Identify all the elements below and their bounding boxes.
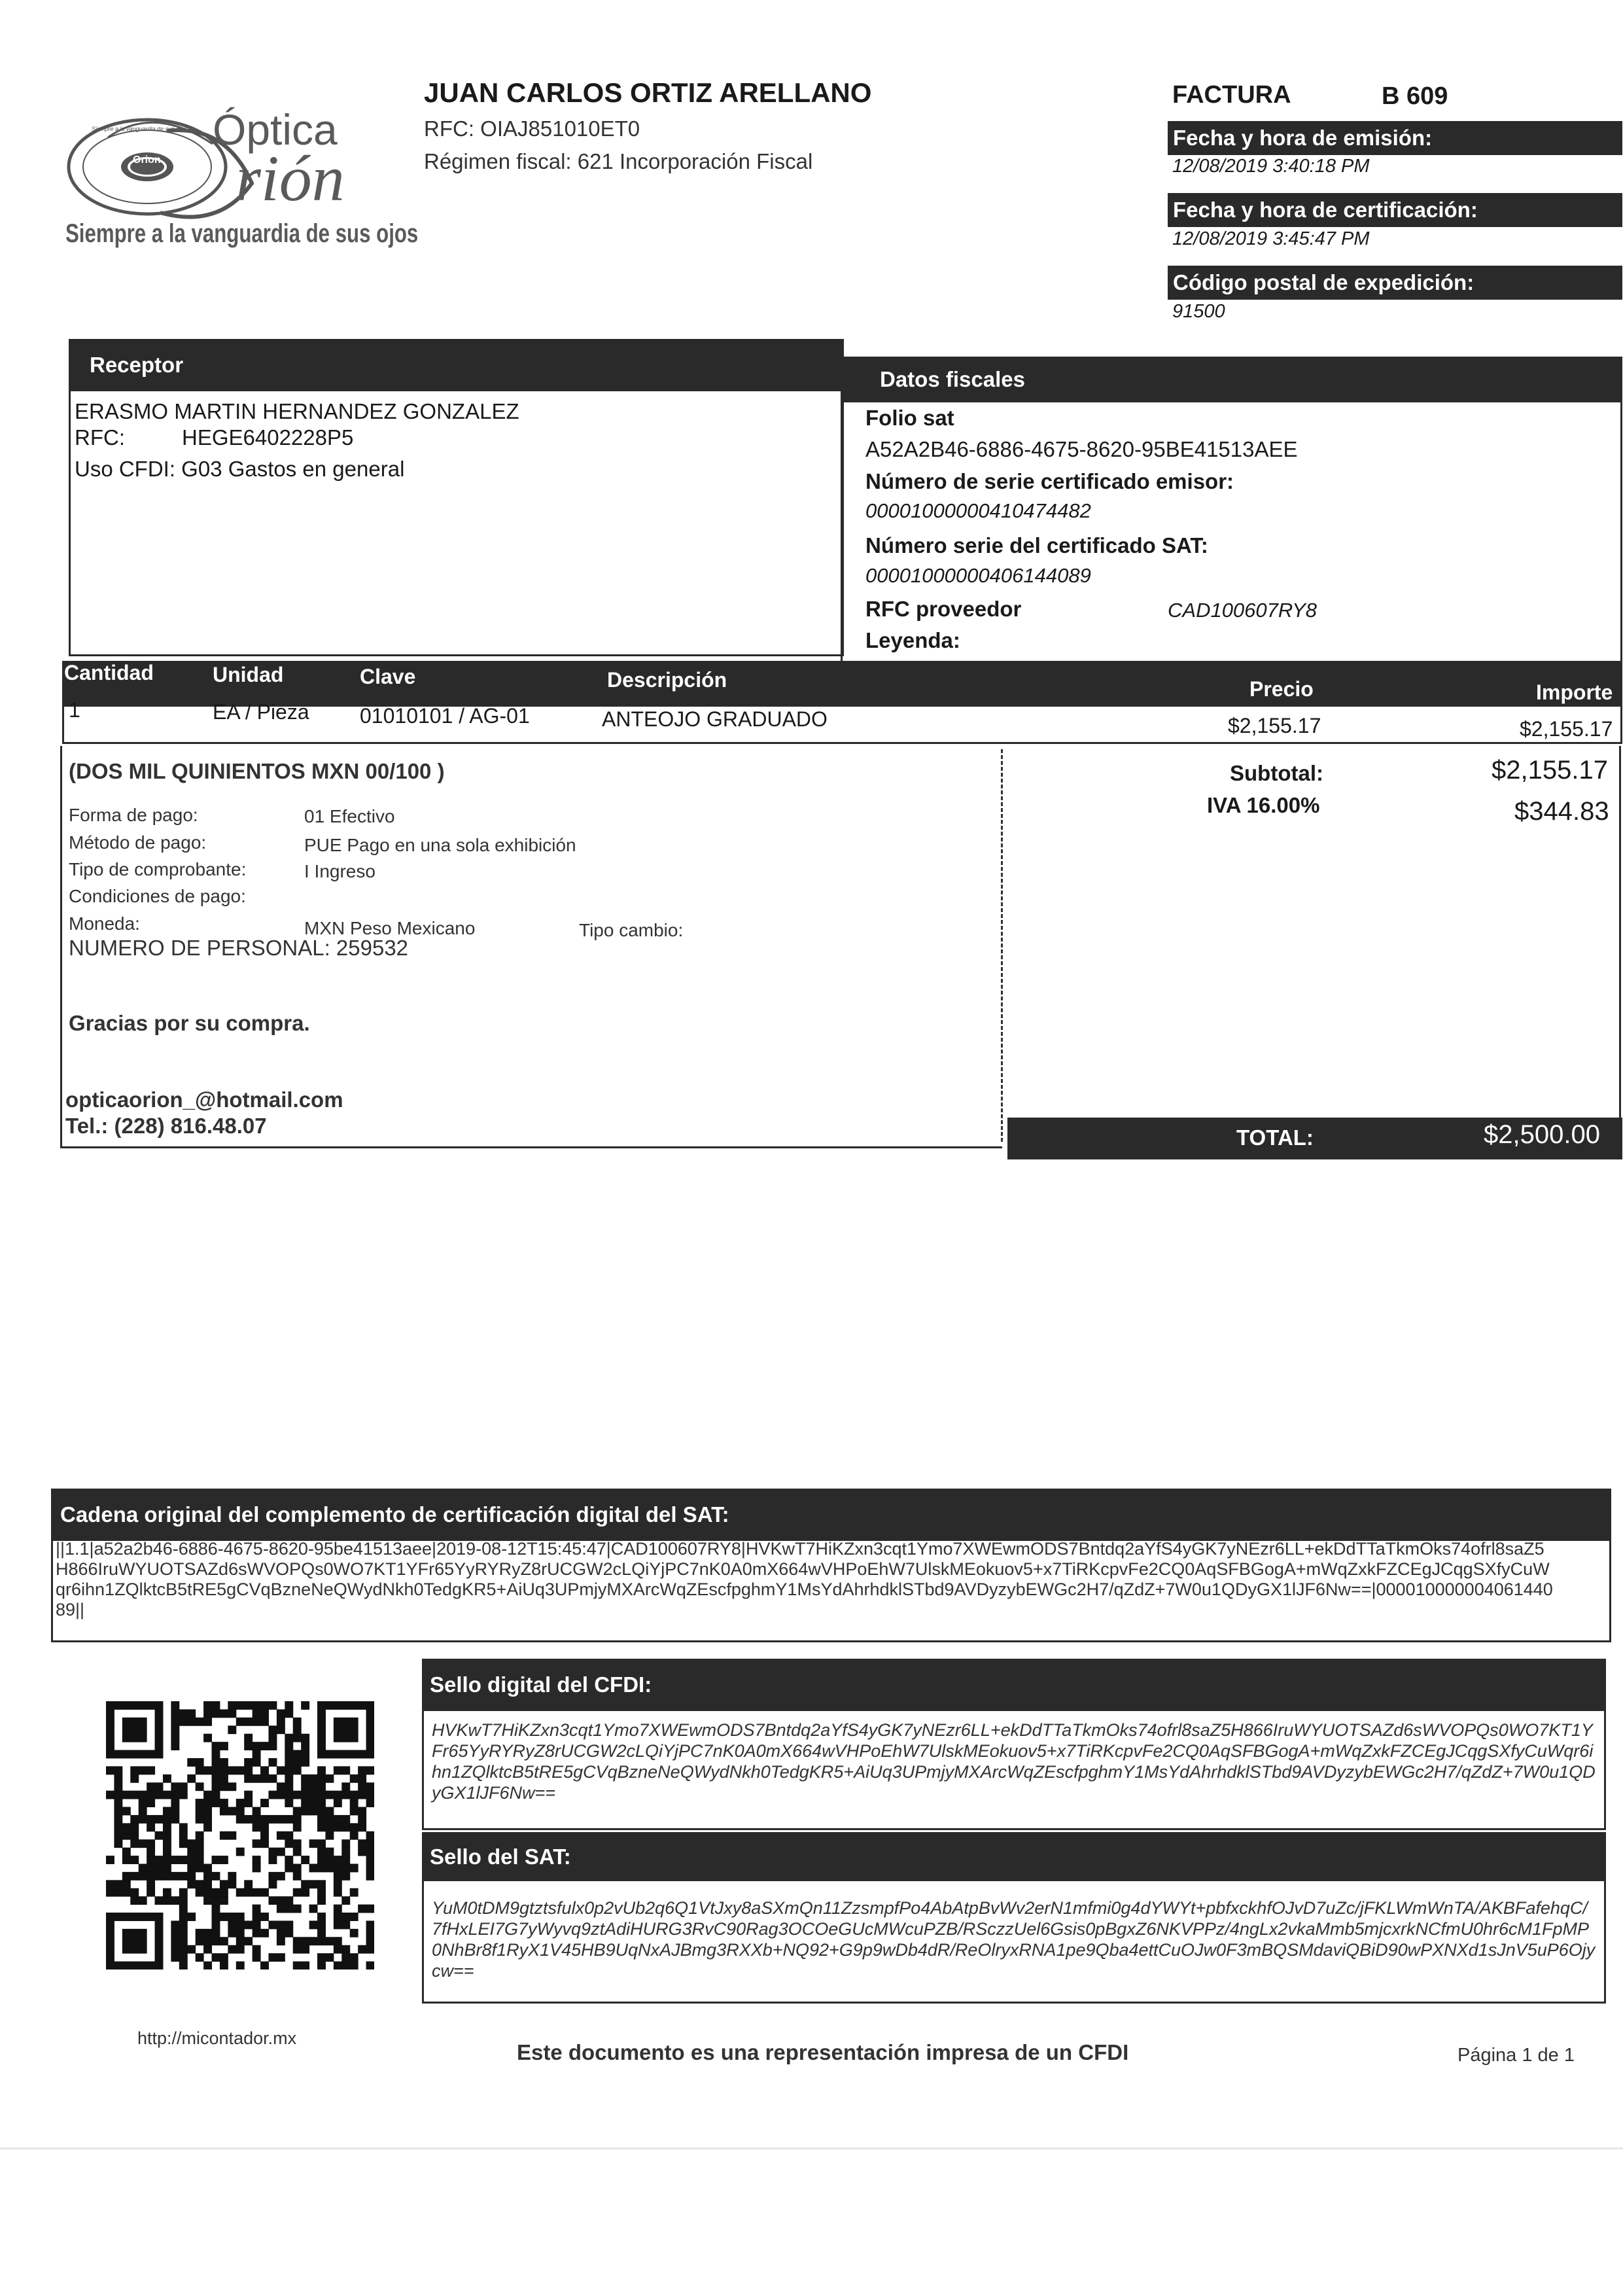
issuer-rfc: RFC: OIAJ851010ET0: [424, 116, 640, 141]
item-precio: $2,155.17: [1228, 714, 1321, 737]
iva-value: $344.83: [1514, 797, 1609, 826]
cp-label: Código postal de expedición:: [1168, 266, 1622, 300]
cert-sat-value: 00001000000406144089: [865, 564, 1091, 587]
tipo-value: I Ingreso: [304, 861, 375, 881]
footer-note: Este documento es una representación impresa de un CFDI: [517, 2040, 1129, 2064]
emision-value: 12/08/2019 3:40:18 PM: [1172, 156, 1370, 177]
receptor-name: ERASMO MARTIN HERNANDEZ GONZALEZ: [75, 399, 519, 423]
rfc-proveedor-value: CAD100607RY8: [1168, 599, 1318, 622]
forma-label: Forma de pago:: [69, 805, 198, 825]
certificacion-value: 12/08/2019 3:45:47 PM: [1172, 228, 1370, 249]
item-importe: $2,155.17: [1520, 717, 1613, 741]
receptor-uso: Uso CFDI: G03 Gastos en general: [75, 457, 405, 481]
gracias-text: Gracias por su compra.: [69, 1011, 310, 1035]
issuer-name: JUAN CARLOS ORTIZ ARELLANO: [424, 77, 872, 108]
cert-sat-label: Número serie del certificado SAT:: [865, 533, 1208, 557]
rfc-proveedor-label: RFC proveedor: [865, 597, 1022, 621]
col-unidad: Unidad: [213, 663, 284, 686]
receptor-rfc-label: RFC:: [75, 425, 125, 450]
iva-label: IVA 16.00%: [1207, 793, 1320, 817]
logo-ring-text: Siempre a la vanguardia de sus ojos: [92, 126, 187, 132]
receptor-rfc-value: HEGE6402228P5: [182, 425, 354, 450]
col-importe: Importe: [1536, 680, 1613, 704]
serie-folio: B 609: [1382, 82, 1448, 110]
col-cantidad: Cantidad: [64, 661, 154, 684]
col-precio: Precio: [1249, 677, 1314, 701]
details-divider: [1001, 749, 1003, 1142]
sello-sat-text: YuM0tDM9gtztsfulx0p2vUb2q6Q1VtJxy8aSXmQn11ZzsmpfPo4AbAtpBvWv2erN1mfmi0g4dYWYt+pbfxckhfOJvD7uZc/jFKLWmWnTA/AKBFafehqC/7fHxLEI7G7yWyvq9ztAdiHURG3RvC90Rag3OCOeGUcMWcuPZB/RSczzUel6Gsis0pBgxZ6NKVPPz/4ngLx2vkaMmb5mjcxrkNCfmU0hr6cM1FpMP0NhBr8f1RyX1V45HB9UqNxAJBmg3RXXb+NQ92+G9p9wDb4dR/ReOlryxRNA1pe9Qba4ettCuOJw0F3mBQSMdaviQBiD90wPXNXd1sJnV5uP6Ojycw==: [432, 1898, 1596, 1981]
leyenda-label: Leyenda:: [865, 628, 960, 652]
sello-cfdi-text: HVKwT7HiKZxn3cqt1Ymo7XWEwmODS7Bntdq2aYfS4yGK7yNEzr6LL+ekDdTTaTkmOks74ofrl8saZ5H866IruWYUOTSAZd6sWVOPQs0WO7KT1YFr65YyRYRyZ8rUCGW2cLQiYjPC7nK0A0mX664wVHPoEhW7UlskMEokuov5+x7TiRKcpvFe2CQ0AqSFBGogA+mWqZxkFZCEgJCqgSXfyCuWqr6ihn1ZQlktcB5tRE5gCVqBzneNeQWydNkh0TedgKR5+AiUq3UPmjyMXArcWqZEscfpghmY1MsYdAhrhdklSTbd9AVDyzybEWGc2H7/qZdZ+7W0u1QDyGX1lJF6Nw==: [432, 1720, 1596, 1803]
logo-badge: Orion: [133, 154, 161, 166]
total-label: TOTAL:: [1236, 1125, 1314, 1150]
sello-cfdi-title: Sello digital del CFDI:: [422, 1659, 1606, 1711]
emision-label: Fecha y hora de emisión:: [1168, 121, 1622, 155]
doc-type: FACTURA: [1172, 81, 1291, 109]
col-descripcion: Descripción: [607, 668, 727, 692]
cert-emisor-label: Número de serie certificado emisor:: [865, 469, 1234, 493]
item-clave: 01010101 / AG-01: [360, 704, 530, 728]
cert-emisor-value: 00001000000410474482: [865, 499, 1091, 522]
contact-tel: Tel.: (228) 816.48.07: [65, 1114, 267, 1138]
item-descripcion: ANTEOJO GRADUADO: [602, 707, 828, 731]
sello-sat-title: Sello del SAT:: [422, 1832, 1606, 1881]
metodo-value: PUE Pago en una sola exhibición: [304, 835, 576, 855]
moneda-value: MXN Peso Mexicano: [304, 918, 476, 938]
folio-sat-label: Folio sat: [865, 406, 954, 430]
qr-code-icon: [106, 1701, 374, 1969]
subtotal-label: Subtotal:: [1230, 761, 1323, 785]
total-value: $2,500.00: [1484, 1120, 1600, 1149]
cadena-text: ||1.1|a52a2b46-6886-4675-8620-95be41513aee|2019-08-12T15:45:47|CAD100607RY8|HVKwT7HiKZxn3cqt1Ymo7XWEwmODS7Bntdq2aYfS4yGK7yNEzr6LL+ekDdTTaTkmOks74ofrl8saZ5H866IruWYUOTSAZd6sWVOPQs0WO7KT1YFr65YyRYRyZ8rUCGW2cLQiYjPC7nK0A0mX664wVHPoEhW7UlskMEokuov5+x7TiRKcpvFe2CQ0AqSFBGogA+mWqZxkFZCEgJCqgSXfyCuWqr6ihn1ZQlktcB5tRE5gCVqBzneNeQWydNkh0TedgKR5+AiUq3UPmjyMXArcWqZEscfpghmY1MsYdAhrhdklSTbd9AVDyzybEWGc2H7/qZdZ+7W0u1QDyGX1lJF6Nw==|00001000000406144089||: [56, 1539, 1553, 1619]
logo-tagline: Siempre a la vanguardia de sus ojos: [65, 219, 419, 248]
moneda-label: Moneda:: [69, 913, 140, 934]
tipo-label: Tipo de comprobante:: [69, 859, 247, 879]
contact-email: opticaorion_@hotmail.com: [65, 1087, 343, 1112]
amount-in-words: (DOS MIL QUINIENTOS MXN 00/100 ): [69, 759, 445, 783]
cp-value: 91500: [1172, 301, 1225, 322]
col-clave: Clave: [360, 665, 416, 688]
logo-brand-top: Óptica: [213, 105, 338, 154]
logo-brand-main: rión: [236, 142, 345, 215]
item-cantidad: 1: [69, 698, 80, 722]
numero-personal: NUMERO DE PERSONAL: 259532: [69, 936, 409, 960]
fiscales-title: Datos fiscales: [841, 357, 1622, 402]
tipo-cambio-label: Tipo cambio:: [579, 920, 684, 940]
certificacion-label: Fecha y hora de certificación:: [1168, 193, 1622, 227]
totals-box-right: [1619, 746, 1621, 1158]
condiciones-label: Condiciones de pago:: [69, 886, 246, 906]
item-unidad: EA / Pieza: [213, 700, 309, 724]
folio-sat-value: A52A2B46-6886-4675-8620-95BE41513AEE: [865, 437, 1298, 461]
subtotal-value: $2,155.17: [1492, 756, 1608, 785]
scan-edge: [0, 2147, 1623, 2149]
issuer-regimen: Régimen fiscal: 621 Incorporación Fiscal: [424, 149, 813, 173]
footer-url[interactable]: http://micontador.mx: [137, 2028, 297, 2048]
forma-value: 01 Efectivo: [304, 806, 395, 826]
metodo-label: Método de pago:: [69, 832, 207, 853]
cadena-title: Cadena original del complemento de certificación digital del SAT:: [51, 1489, 1611, 1541]
footer-page: Página 1 de 1: [1457, 2045, 1575, 2066]
receptor-title: Receptor: [69, 339, 844, 391]
